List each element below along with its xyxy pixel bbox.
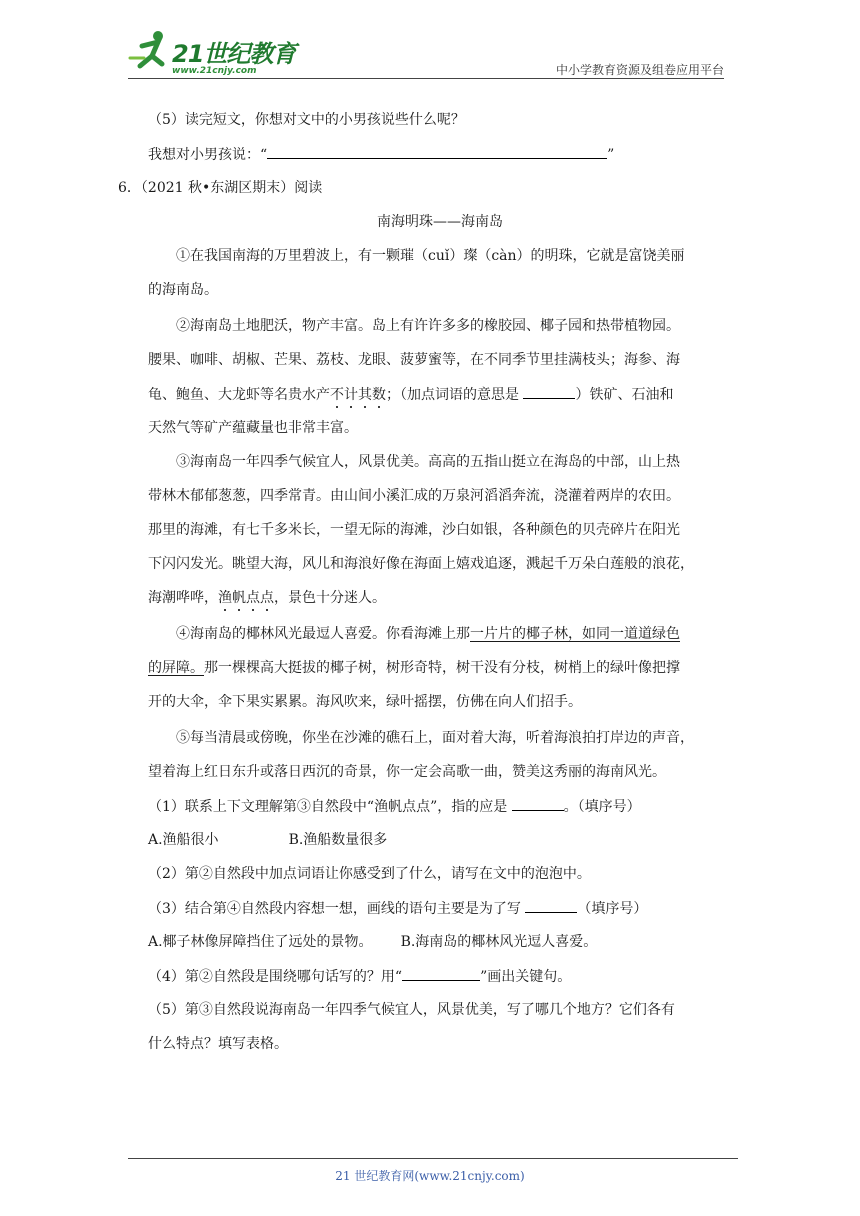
meaning-blank[interactable]	[523, 384, 575, 399]
subq1-blank[interactable]	[512, 796, 564, 811]
answer-prefix: 我想对小男孩说：“	[148, 147, 268, 163]
dotted-char: 帆	[232, 590, 246, 606]
subq4-suffix: ”画出关键句。	[480, 969, 572, 985]
subq5-line-1: （5）第③自然段说海南岛一年四季气候宜人，风景优美，写了哪几个地方？它们各有	[148, 1002, 675, 1018]
subq3-suffix: （填序号）	[577, 901, 648, 917]
question-6-heading: 6．（2021 秋•东湖区期末）阅读	[118, 180, 323, 196]
dotted-char: 点	[260, 590, 274, 606]
prev-q5-answer-line	[148, 144, 614, 165]
p2-line-3-text-a: 龟、鲍鱼、大龙虾等名贵水产	[148, 387, 330, 403]
subq4-blank[interactable]	[402, 966, 480, 981]
p2-line-2: 腰果、咖啡、胡椒、芒果、荔枝、龙眼、菠萝蜜等，在不同季节里挂满枝头；海参、海	[148, 352, 680, 368]
subq1-text: （1）联系上下文理解第③自然段中“渔帆点点”，指的应是	[148, 799, 512, 815]
p4-line-1	[176, 624, 680, 644]
p3-line-5-text-a: 海潮哗哗，	[148, 590, 218, 606]
p2-line-1: ②海南岛土地肥沃，物产丰富。岛上有许许多多的橡胶园、椰子园和热带植物园。	[176, 318, 680, 334]
p2-line-3-text-b: ；（加点词语的意思是	[386, 387, 524, 403]
logo-url: www.21cnjy.com	[172, 66, 257, 76]
footer-divider	[128, 1158, 738, 1159]
subq2: （2）第②自然段中加点词语让你感受到了什么，请写在文中的泡泡中。	[148, 866, 591, 882]
p3-line-5-text-b: ，景色十分迷人。	[274, 590, 386, 606]
prev-q5-prompt: （5）读完短文，你想对文中的小男孩说些什么呢？	[148, 112, 465, 128]
subq1-options	[148, 830, 387, 850]
passage-title: 南海明珠——海南岛	[377, 214, 503, 230]
logo-text: 21世纪教育	[172, 40, 296, 68]
header-platform-text: 中小学教育资源及组卷应用平台	[555, 63, 724, 77]
p4-line-2	[148, 658, 680, 678]
subq4-text: （4）第②自然段是围绕哪句话写的？用“	[148, 969, 403, 985]
logo	[128, 28, 298, 84]
subq1	[148, 796, 641, 817]
p1-line-2: 的海南岛。	[148, 282, 218, 298]
p2-line-4: 天然气等矿产蕴藏量也非常丰富。	[148, 420, 358, 436]
subq4	[148, 966, 571, 987]
p2-line-3	[148, 384, 673, 405]
runner-logo-icon	[128, 28, 172, 72]
subq3-options	[148, 932, 597, 952]
footer-link[interactable]: 21 世纪教育网(www.21cnjy.com)	[335, 1169, 525, 1183]
page-header	[0, 0, 860, 90]
subq3-text: （3）结合第④自然段内容想一想，画线的语句主要是为了写	[148, 901, 526, 917]
p3-line-4: 下闪闪发光。眺望大海，风儿和海浪好像在海面上嬉戏追逐，溅起千万朵白莲般的浪花，	[148, 556, 694, 572]
p3-line-3: 那里的海滩，有七千多米长，一望无际的海滩，沙白如银，各种颜色的贝壳碎片在阳光	[148, 522, 680, 538]
option-a: A.渔船很小	[148, 832, 219, 848]
p4-line-2-text: 那一棵棵高大挺拔的椰子树，树形奇特，树干没有分枝，树梢上的绿叶像把撑	[204, 660, 680, 676]
dotted-char: 其	[358, 387, 372, 403]
p3-line-5	[148, 588, 386, 608]
dotted-char: 不	[330, 387, 344, 403]
p5-line-2: 望着海上红日东升或落日西沉的奇景，你一定会高歌一曲，赞美这秀丽的海南风光。	[148, 764, 666, 780]
dotted-char: 数	[372, 387, 386, 403]
underlined-sentence: 的屏障。	[148, 660, 204, 676]
subq5-line-2: 什么特点？填写表格。	[148, 1036, 288, 1052]
answer-blank[interactable]	[267, 144, 607, 159]
option-b: B.海南岛的椰林风光逗人喜爱。	[400, 934, 598, 950]
header-divider	[128, 78, 724, 79]
p3-line-1: ③海南岛一年四季气候宜人，风景优美。高高的五指山挺立在海岛的中部，山上热	[176, 454, 680, 470]
p4-line-1-text: ④海南岛的椰林风光最逗人喜爱。你看海滩上那	[176, 626, 470, 642]
option-a: A.椰子林像屏障挡住了远处的景物。	[148, 934, 373, 950]
subq3-blank[interactable]	[525, 898, 577, 913]
dotted-char: 计	[344, 387, 358, 403]
option-b: B.渔船数量很多	[288, 832, 388, 848]
dotted-char: 渔	[218, 590, 232, 606]
p3-line-2: 带林木郁郁葱葱，四季常青。由山间小溪汇成的万泉河滔滔奔流，浇灌着两岸的农田。	[148, 488, 680, 504]
subq1-suffix: 。（填序号）	[563, 799, 641, 815]
p1-line-1: ①在我国南海的万里碧波上，有一颗璀（cuǐ）璨（càn）的明珠，它就是富饶美丽	[176, 248, 685, 264]
subq3	[148, 898, 647, 919]
underlined-sentence: 一片片的椰子林，如同一道道绿色	[470, 626, 680, 642]
p2-line-3-text-c: ）铁矿、石油和	[575, 387, 674, 403]
p4-line-3: 开的大伞，伞下果实累累。海风吹来，绿叶摇摆，仿佛在向人们招手。	[148, 694, 582, 710]
p5-line-1: ⑤每当清晨或傍晚，你坐在沙滩的礁石上，面对着大海，听着海浪拍打岸边的声音，	[176, 730, 694, 746]
answer-suffix: ”	[607, 147, 615, 163]
dotted-char: 点	[246, 590, 260, 606]
